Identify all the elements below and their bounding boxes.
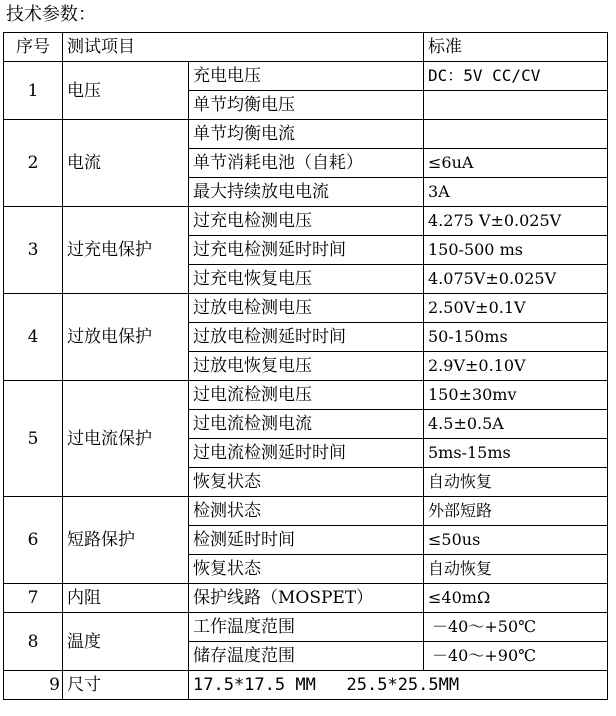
table-row (4, 62, 608, 91)
sub-item: 工作温度范围 (189, 613, 424, 642)
sub-item: 最大持续放电电流 (189, 178, 424, 207)
standard-value: 2.9V±0.10V (424, 352, 608, 381)
standard-value: －40～+50℃ (424, 613, 608, 642)
table-row (4, 584, 608, 613)
sub-item: 检测状态 (189, 497, 424, 526)
sub-item: 过充电检测延时时间 (189, 236, 424, 265)
row-number: 7 (4, 584, 63, 613)
standard-value: 4.275 V±0.025V (424, 207, 608, 236)
header-no: 序号 (4, 33, 63, 62)
standard-value: 4.075V±0.025V (424, 265, 608, 294)
row-number: 3 (4, 207, 63, 294)
standard-value: 5ms-15ms (424, 439, 608, 468)
table-row (4, 381, 608, 410)
item-name: 过充电保护 (63, 207, 189, 294)
table-row (4, 207, 608, 236)
standard-value: 外部短路 (424, 497, 608, 526)
sub-item: 过充电检测电压 (189, 207, 424, 236)
sub-item: 单节均衡电压 (189, 91, 424, 120)
header-row (4, 33, 608, 62)
row-number: 8 (4, 613, 63, 671)
row-number: 2 (4, 120, 63, 207)
sub-item: 恢复状态 (189, 468, 424, 497)
item-name: 过放电保护 (63, 294, 189, 381)
row-number: 1 (4, 62, 63, 120)
sub-item: 过充电恢复电压 (189, 265, 424, 294)
sub-item: 储存温度范围 (189, 642, 424, 671)
sub-item: 单节消耗电池（自耗） (189, 149, 424, 178)
table-row (4, 613, 608, 642)
header-standard: 标准 (424, 33, 608, 62)
item-name: 尺寸 (63, 671, 189, 700)
standard-value: DC：5V CC/CV (424, 62, 608, 91)
sub-item: 过电流检测延时时间 (189, 439, 424, 468)
item-name: 过电流保护 (63, 381, 189, 497)
table-row (4, 120, 608, 149)
item-name: 电流 (63, 120, 189, 207)
row-number: 9 (4, 671, 63, 700)
standard-value: 50-150ms (424, 323, 608, 352)
table-row (4, 671, 608, 700)
standard-value (424, 120, 608, 149)
sub-item: 过放电检测延时时间 (189, 323, 424, 352)
sub-item: 过放电恢复电压 (189, 352, 424, 381)
standard-value: 自动恢复 (424, 555, 608, 584)
row-number: 4 (4, 294, 63, 381)
standard-value: 3A (424, 178, 608, 207)
standard-value: ≤6uA (424, 149, 608, 178)
standard-value: 自动恢复 (424, 468, 608, 497)
sub-item: 保护线路（MOSPET） (189, 584, 424, 613)
standard-value: ≤50us (424, 526, 608, 555)
standard-value: ≤40mΩ (424, 584, 608, 613)
standard-value: 2.50V±0.1V (424, 294, 608, 323)
sub-item: 充电电压 (189, 62, 424, 91)
item-name: 温度 (63, 613, 189, 671)
sub-item: 过电流检测电压 (189, 381, 424, 410)
table-row (4, 294, 608, 323)
row-number: 5 (4, 381, 63, 497)
row-number: 6 (4, 497, 63, 584)
standard-value: 150±30mv (424, 381, 608, 410)
item-name: 电压 (63, 62, 189, 120)
section-title: 技术参数： (6, 4, 96, 25)
spec-table (3, 32, 608, 700)
sub-item: 过放电检测电压 (189, 294, 424, 323)
item-name: 内阻 (63, 584, 189, 613)
table-row (4, 497, 608, 526)
header-item: 测试项目 (63, 33, 424, 62)
standard-value: －40～+90℃ (424, 642, 608, 671)
item-name: 短路保护 (63, 497, 189, 584)
sub-item: 恢复状态 (189, 555, 424, 584)
standard-value: 4.5±0.5A (424, 410, 608, 439)
size-value: 17.5*17.5 MM 25.5*25.5MM (189, 671, 608, 700)
sub-item: 单节均衡电流 (189, 120, 424, 149)
sub-item: 检测延时时间 (189, 526, 424, 555)
standard-value: 150-500 ms (424, 236, 608, 265)
standard-value (424, 91, 608, 120)
sub-item: 过电流检测电流 (189, 410, 424, 439)
